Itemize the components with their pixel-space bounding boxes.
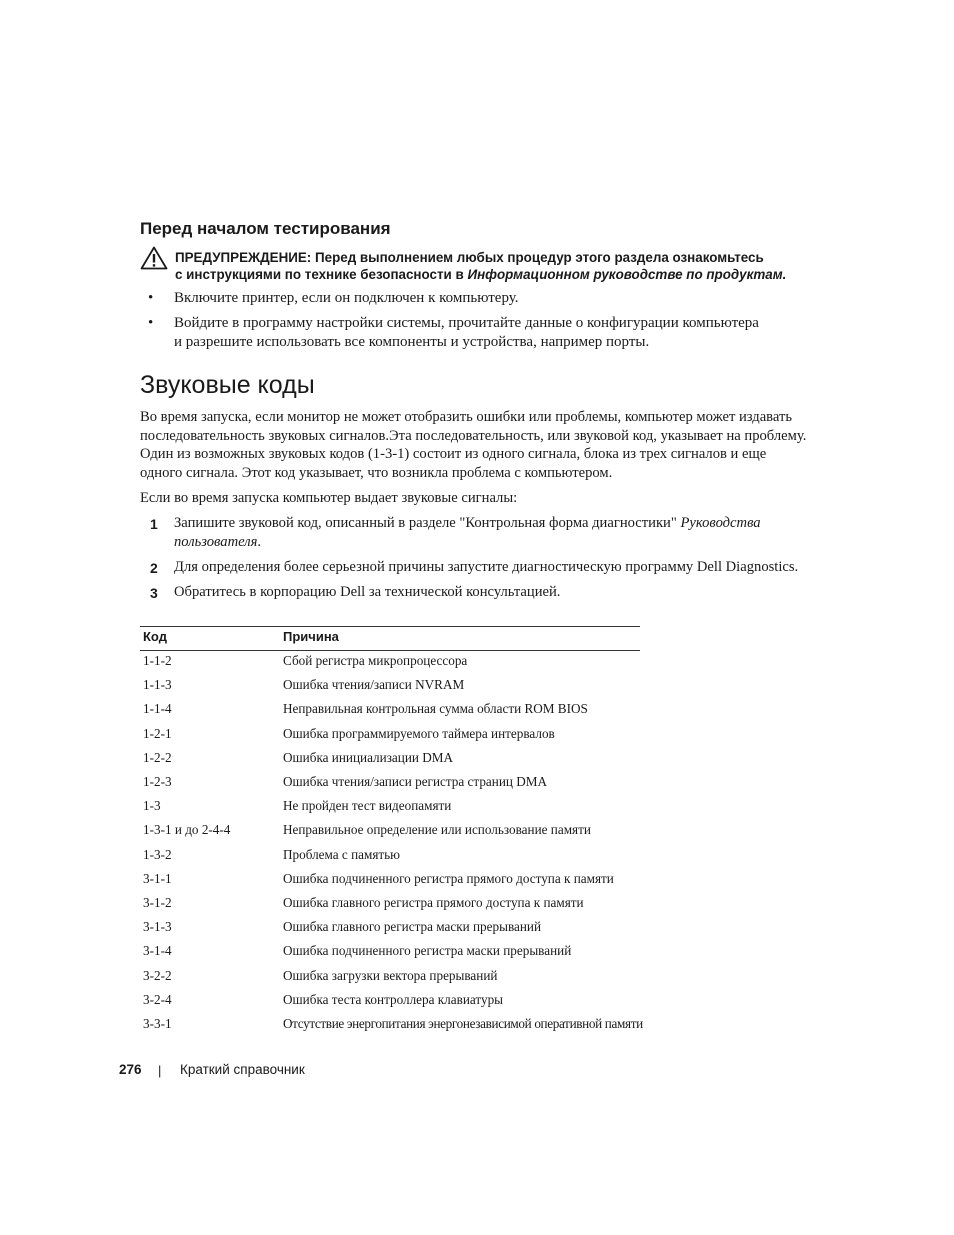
table-cell-cause: Ошибка программируемого таймера интервалов — [283, 726, 555, 741]
table-cell-code: 3-1-1 — [143, 871, 172, 886]
table-header-cause: Причина — [283, 629, 339, 644]
warning-text-line-2 — [175, 267, 786, 282]
step-text — [174, 515, 761, 532]
table-cell-code: 1-3-1 и до 2-4-4 — [143, 822, 231, 837]
table-cell-cause: Проблема с памятью — [283, 847, 401, 862]
step-text-plain: Запишите звуковой код, описанный в разделе "Контрольная форма диагностики" — [174, 515, 681, 531]
paragraph-line: одного сигнала. Этот код указывает, что возникла проблема с компьютером. — [140, 465, 613, 481]
bullet-item: Включите принтер, если он подключен к компьютеру. — [174, 290, 519, 306]
bullet-marker: • — [148, 290, 154, 306]
table-cell-cause: Ошибка главного регистра маски прерываний — [283, 919, 542, 934]
step-text: Для определения более серьезной причины запустите диагностическую программу Dell Diagnostics. — [174, 559, 799, 575]
table-cell-cause: Ошибка чтения/записи NVRAM — [283, 677, 465, 692]
table-cell-cause: Ошибка инициализации DMA — [283, 750, 454, 765]
table-cell-cause: Отсутствие энергопитания энергонезависимой оперативной памяти — [283, 1016, 643, 1031]
table-cell-code: 3-1-2 — [143, 895, 172, 910]
paragraph-line: Во время запуска, если монитор не может отобразить ошибки или проблемы, компьютер может издавать — [140, 409, 793, 425]
warning-triangle-icon — [140, 246, 168, 270]
table-cell-cause: Ошибка загрузки вектора прерываний — [283, 968, 498, 983]
table-cell-code: 1-2-3 — [143, 774, 172, 789]
warning-label: ПРЕДУПРЕЖДЕНИЕ: — [175, 250, 312, 265]
table-cell-code: 1-1-4 — [143, 701, 172, 716]
table-top-rule — [140, 626, 640, 627]
warning-text-plain: с инструкциями по технике безопасности в — [175, 267, 468, 282]
table-cell-code: 3-2-4 — [143, 992, 172, 1007]
step-text-plain: . — [257, 534, 262, 550]
step-number: 1 — [150, 516, 158, 532]
step-text: Обратитесь в корпорацию Dell за технической консультацией. — [174, 584, 561, 600]
footer-book-title: Краткий справочник — [180, 1062, 305, 1077]
section-title-before-testing: Перед началом тестирования — [140, 219, 391, 238]
bullet-item: Войдите в программу настройки системы, прочитайте данные о конфигурации компьютера — [174, 315, 759, 331]
table-cell-cause: Не пройден тест видеопамяти — [283, 798, 452, 813]
steps-intro: Если во время запуска компьютер выдает звуковые сигналы: — [140, 490, 518, 506]
product-info-guide-ref: Информационном руководстве по продуктам. — [467, 267, 787, 282]
table-cell-code: 3-1-3 — [143, 919, 172, 934]
warning-text-line-1 — [175, 250, 764, 265]
table-cell-code: 1-1-2 — [143, 653, 172, 668]
page-number: 276 — [119, 1062, 142, 1077]
bullet-item-continuation: и разрешите использовать все компоненты и устройства, например порты. — [174, 334, 650, 350]
bullet-marker: • — [148, 315, 154, 331]
step-text-continuation — [174, 534, 261, 551]
section-title-beep-codes: Звуковые коды — [140, 371, 315, 399]
table-cell-code: 1-1-3 — [143, 677, 172, 692]
paragraph-line: Один из возможных звуковых кодов (1-3-1) состоит из одного сигнала, блока из трех сигналов и еще — [140, 446, 767, 462]
user-guide-ref: Руководства — [680, 515, 761, 531]
table-cell-code: 1-3-2 — [143, 847, 172, 862]
table-cell-cause: Неправильная контрольная сумма области ROM BIOS — [283, 701, 588, 716]
table-cell-cause: Ошибка теста контроллера клавиатуры — [283, 992, 504, 1007]
step-number: 3 — [150, 585, 158, 601]
table-cell-cause: Ошибка главного регистра прямого доступа к памяти — [283, 895, 584, 910]
table-header-code: Код — [143, 629, 167, 644]
table-cell-cause: Сбой регистра микропроцессора — [283, 653, 468, 668]
paragraph-line: последовательность звуковых сигналов.Эта последовательность, или звуковой код, указывает на проблему. — [140, 428, 807, 444]
table-cell-code: 1-2-2 — [143, 750, 172, 765]
table-cell-cause: Ошибка подчиненного регистра прямого доступа к памяти — [283, 871, 614, 886]
table-header-rule — [140, 650, 640, 651]
table-cell-code: 1-3 — [143, 798, 161, 813]
table-cell-code: 3-2-2 — [143, 968, 172, 983]
table-cell-code: 3-3-1 — [143, 1016, 172, 1031]
table-cell-code: 3-1-4 — [143, 943, 172, 958]
table-cell-cause: Неправильное определение или использование памяти — [283, 822, 591, 837]
warning-text: Перед выполнением любых процедур этого раздела ознакомьтесь — [311, 250, 764, 265]
table-cell-code: 1-2-1 — [143, 726, 172, 741]
user-guide-ref: пользователя — [174, 534, 258, 550]
table-cell-cause: Ошибка чтения/записи регистра страниц DMA — [283, 774, 548, 789]
step-number: 2 — [150, 560, 158, 576]
footer-separator: | — [158, 1063, 162, 1078]
table-cell-cause: Ошибка подчиненного регистра маски прерываний — [283, 943, 572, 958]
